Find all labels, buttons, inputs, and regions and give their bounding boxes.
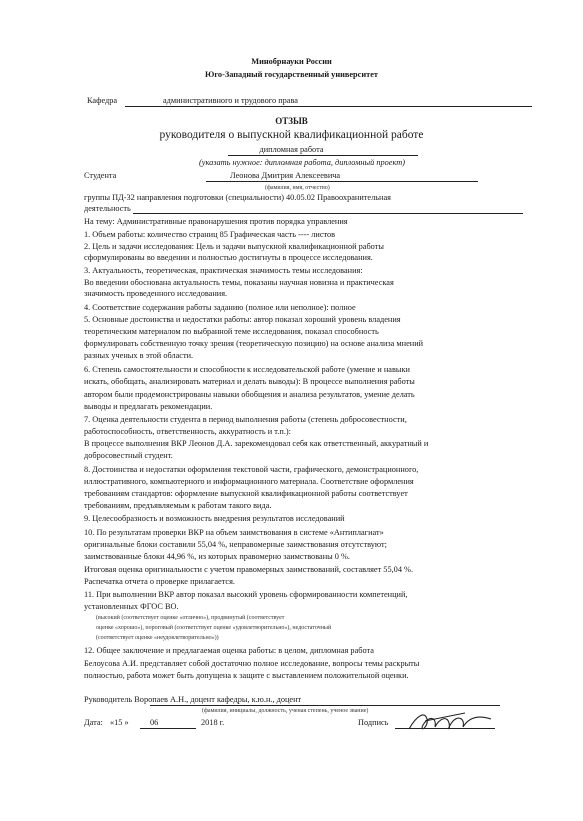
student-hint: (фамилия, имя, отчество) — [265, 185, 330, 191]
p11-hint-line-1: (высокий (соответствует оценке «отлично»), продвинутый (соответствует — [96, 615, 285, 621]
p11-hint-line-2: оценке «хорошо»), пороговый (соответствует оценке «удовлетворительно»), недостаточный — [96, 625, 332, 631]
p10-line-5: Распечатка отчета о проверке прилагается. — [84, 577, 235, 586]
p10-line-1: 10. По результатам проверки ВКР на объем заимствования в системе «Антиплагиат» — [84, 528, 384, 537]
p12-line-1: 12. Общее заключение и предлагаемая оценка работы: в целом, дипломная работа — [84, 646, 374, 655]
supervisor-underline — [150, 705, 500, 706]
p5-line-2: теоретическим материалом по выбранной теме исследования, показал способность — [84, 327, 379, 336]
specialty-line: деятельность — [84, 204, 131, 213]
p11-hint-line-3: (соответствует оценке «неудовлетворительно»)) — [96, 635, 219, 641]
supervisor-line: Руководитель Воропаев А.Н., доцент кафедры, к.ю.н., доцент — [84, 695, 302, 704]
p6-line-1: 6. Степень самостоятельности и способности к исследовательской работе (умение и навыки — [84, 365, 410, 374]
p2-line-2: сформулированы во введении и полностью достигнуты в процессе исследования. — [84, 253, 373, 262]
p6-line-2: искать, обобщать, анализировать материал и делать выводы): В процессе выполнения работы — [84, 377, 415, 386]
university-name: Юго-Западный государственный университет — [205, 70, 378, 79]
student-underline — [206, 181, 478, 182]
work-type-underline — [228, 155, 418, 156]
student-label: Студента — [84, 171, 117, 180]
p10-line-2: оригинальные блоки составили 55,04 %, неправомерные заимствования отсутствуют; — [84, 540, 387, 549]
p8-line-3: требованиям стандартов: оформление выпускной квалификационной работы соответствует — [84, 489, 408, 498]
p3-line-2: Во введении обоснована актуальность темы, показаны научная новизна и практическая — [84, 278, 394, 287]
p1-line-1: 1. Объем работы: количество страниц 85 Графическая часть ---- листов — [84, 230, 336, 239]
student-name: Леонова Дмитрия Алексеевича — [230, 171, 341, 180]
date-year: 2018 г. — [201, 718, 225, 727]
work-type-hint: (указать нужное: дипломная работа, дипломный проект) — [199, 158, 405, 167]
p3-line-1: 3. Актуальность, теоретическая, практическая значимость темы исследования: — [84, 266, 363, 275]
date-month: 06 — [150, 718, 159, 727]
p5-line-1: 5. Основные достоинства и недостатки работы: автор показал хороший уровень владения — [84, 315, 401, 324]
p4-line-1: 4. Соответствие содержания работы заданию (полное или неполное): полное — [84, 303, 356, 312]
date-month-underline — [140, 728, 196, 729]
department-label: Кафедра — [87, 96, 118, 105]
p8-line-2: иллюстративного, компьютерного и информационного материала. Соответствие оформления — [84, 477, 414, 486]
department-underline — [125, 106, 532, 107]
ministry-name: Минобрнауки России — [251, 57, 332, 66]
p11-line-2: установленных ФГОС ВО. — [84, 602, 179, 611]
document-subtitle: руководителя о выпускной квалификационной работе — [159, 129, 424, 141]
work-type: дипломная работа — [259, 145, 324, 154]
p2-line-1: 2. Цель и задачи исследования: Цель и задачи выпускной квалификационной работы — [84, 242, 384, 251]
p10-line-3: заимствованные блоки 44,96 %, из которых правомерно заимствованы 0 %. — [84, 552, 350, 561]
p5-line-3: формулировать собственную точку зрения (теоретическую позицию) на основе анализа мнений — [84, 339, 424, 348]
date-day: «15 » — [110, 718, 129, 727]
p7-line-2: работоспособность, ответственность, аккуратность и т.п.): — [84, 427, 291, 436]
p7-line-4: добросовестный студент. — [84, 451, 173, 460]
date-label: Дата: — [84, 718, 103, 727]
specialty-underline — [133, 213, 523, 214]
signature-label: Подпись — [358, 718, 389, 727]
p6-line-3: автором были продемонстрированы навыки обобщения и анализа результатов, умение делать — [84, 390, 415, 399]
p5-line-4: разных ученых в этой области. — [84, 351, 194, 360]
document-title: ОТЗЫВ — [275, 116, 308, 126]
group-line: группы ПД-32 направления подготовки (специальности) 40.05.02 Правоохранительная — [84, 193, 391, 202]
p8-line-4: требованиям, предъявляемым к работам такого вида. — [84, 501, 272, 510]
p6-line-4: выводы и предлагать рекомендации. — [84, 402, 213, 411]
p7-line-1: 7. Оценка деятельности студента в период выполнения работы (степень добросовестности, — [84, 415, 407, 424]
p8-line-1: 8. Достоинства и недостатки оформления текстовой части, графического, демонстрационного, — [84, 465, 419, 474]
p7-line-3: В процессе выполнения ВКР Леонов Д.А. зарекомендовал себя как ответственный, аккуратный и — [84, 439, 429, 448]
p10-line-4: Итоговая оценка оригинальности с учетом правомерных заимствований, составляет 55,04 %. — [84, 565, 414, 574]
p3-line-3: значимость проведенного исследования. — [84, 289, 228, 298]
supervisor-hint: (фамилия, инициалы, должность, ученая степень, ученое звание) — [202, 708, 369, 714]
topic-line: На тему: Административные правонарушения против порядка управления — [84, 217, 348, 226]
p12-line-2: Белоусова А.И. представляет собой достаточно полное исследование, вопросы темы раскрыты — [84, 659, 420, 668]
p11-line-1: 11. При выполнении ВКР автор показал высокий уровень сформированности компетенций, — [84, 590, 408, 599]
p9-line-1: 9. Целесообразность и возможность внедрения результатов исследований — [84, 514, 345, 523]
department-value: административного и трудового права — [163, 96, 298, 105]
p12-line-3: полностью, работа может быть допущена к защите с выставлением положительной оценки. — [84, 671, 409, 680]
handwritten-signature — [405, 707, 495, 737]
